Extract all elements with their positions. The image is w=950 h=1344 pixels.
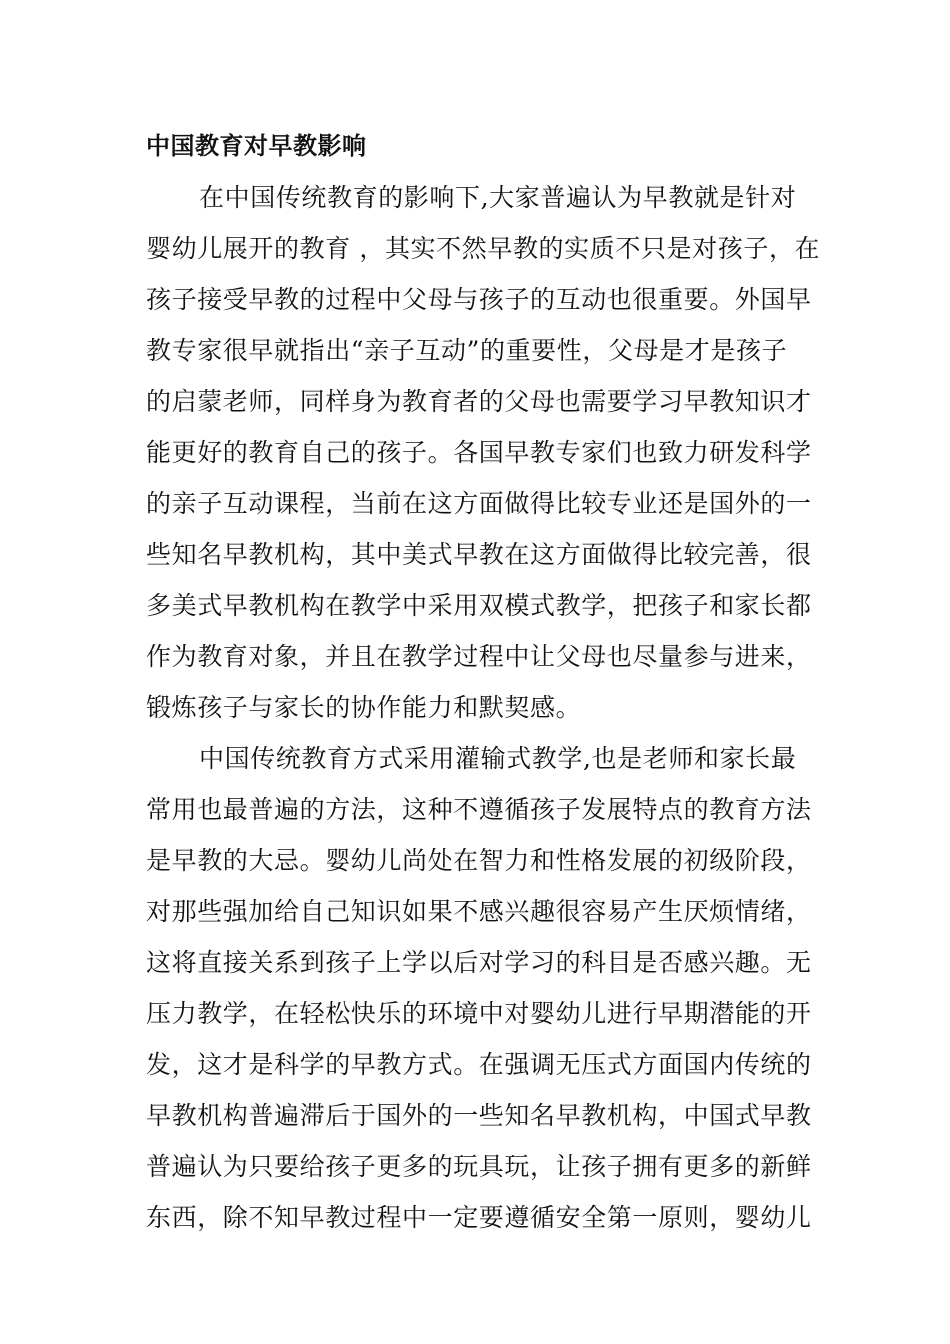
text-line: 的启蒙老师，同样身为教育者的父母也需要学习早教知识才: [146, 387, 812, 416]
text-line: 是早教的大忌。婴幼儿尚处在智力和性格发展的初级阶段，: [146, 846, 812, 875]
text-line: 早教机构普遍滞后于国外的一些知名早教机构，中国式早教: [146, 1101, 812, 1130]
text-line: 能更好的教育自己的孩子。各国早教专家们也致力研发科学: [146, 438, 812, 467]
text-line: 的亲子互动课程，当前在这方面做得比较专业还是国外的一: [146, 489, 812, 518]
text-line: 婴幼儿展开的教育 ，其实不然早教的实质不只是对孩子，在: [146, 234, 821, 263]
text-line: 普遍认为只要给孩子更多的玩具玩，让孩子拥有更多的新鲜: [146, 1152, 812, 1181]
document-title: 中国教育对早教影响: [146, 132, 367, 160]
text-line: 东西，除不知早教过程中一定要遵循安全第一原则，婴幼儿: [146, 1203, 812, 1232]
text-line: 作为教育对象，并且在教学过程中让父母也尽量参与进来，: [146, 642, 812, 671]
text-line: 多美式早教机构在教学中采用双模式教学，把孩子和家长都: [146, 591, 812, 620]
text-line: 压力教学，在轻松快乐的环境中对婴幼儿进行早期潜能的开: [146, 999, 812, 1028]
text-line: 锻炼孩子与家长的协作能力和默契感。: [146, 693, 582, 722]
paragraph-1: [146, 172, 821, 733]
text-line: 在中国传统教育的影响下,大家普遍认为早教就是针对: [199, 183, 797, 212]
text-line: 常用也最普遍的方法，这种不遵循孩子发展特点的教育方法: [146, 795, 812, 824]
text-line: 这将直接关系到孩子上学以后对学习的科目是否感兴趣。无: [146, 948, 812, 977]
text-line: 发，这才是科学的早教方式。在强调无压式方面国内传统的: [146, 1050, 812, 1079]
text-line: 些知名早教机构，其中美式早教在这方面做得比较完善，很: [146, 540, 812, 569]
text-line: 中国传统教育方式采用灌输式教学,也是老师和家长最: [199, 744, 797, 773]
paragraph-2: [146, 733, 812, 1243]
text-line: 教专家很早就指出“亲子互动”的重要性，父母是才是孩子: [146, 336, 788, 365]
text-line: 孩子接受早教的过程中父母与孩子的互动也很重要。外国早: [146, 285, 812, 314]
document-body: [146, 126, 821, 1243]
text-line: 对那些强加给自己知识如果不感兴趣很容易产生厌烦情绪，: [146, 897, 812, 926]
